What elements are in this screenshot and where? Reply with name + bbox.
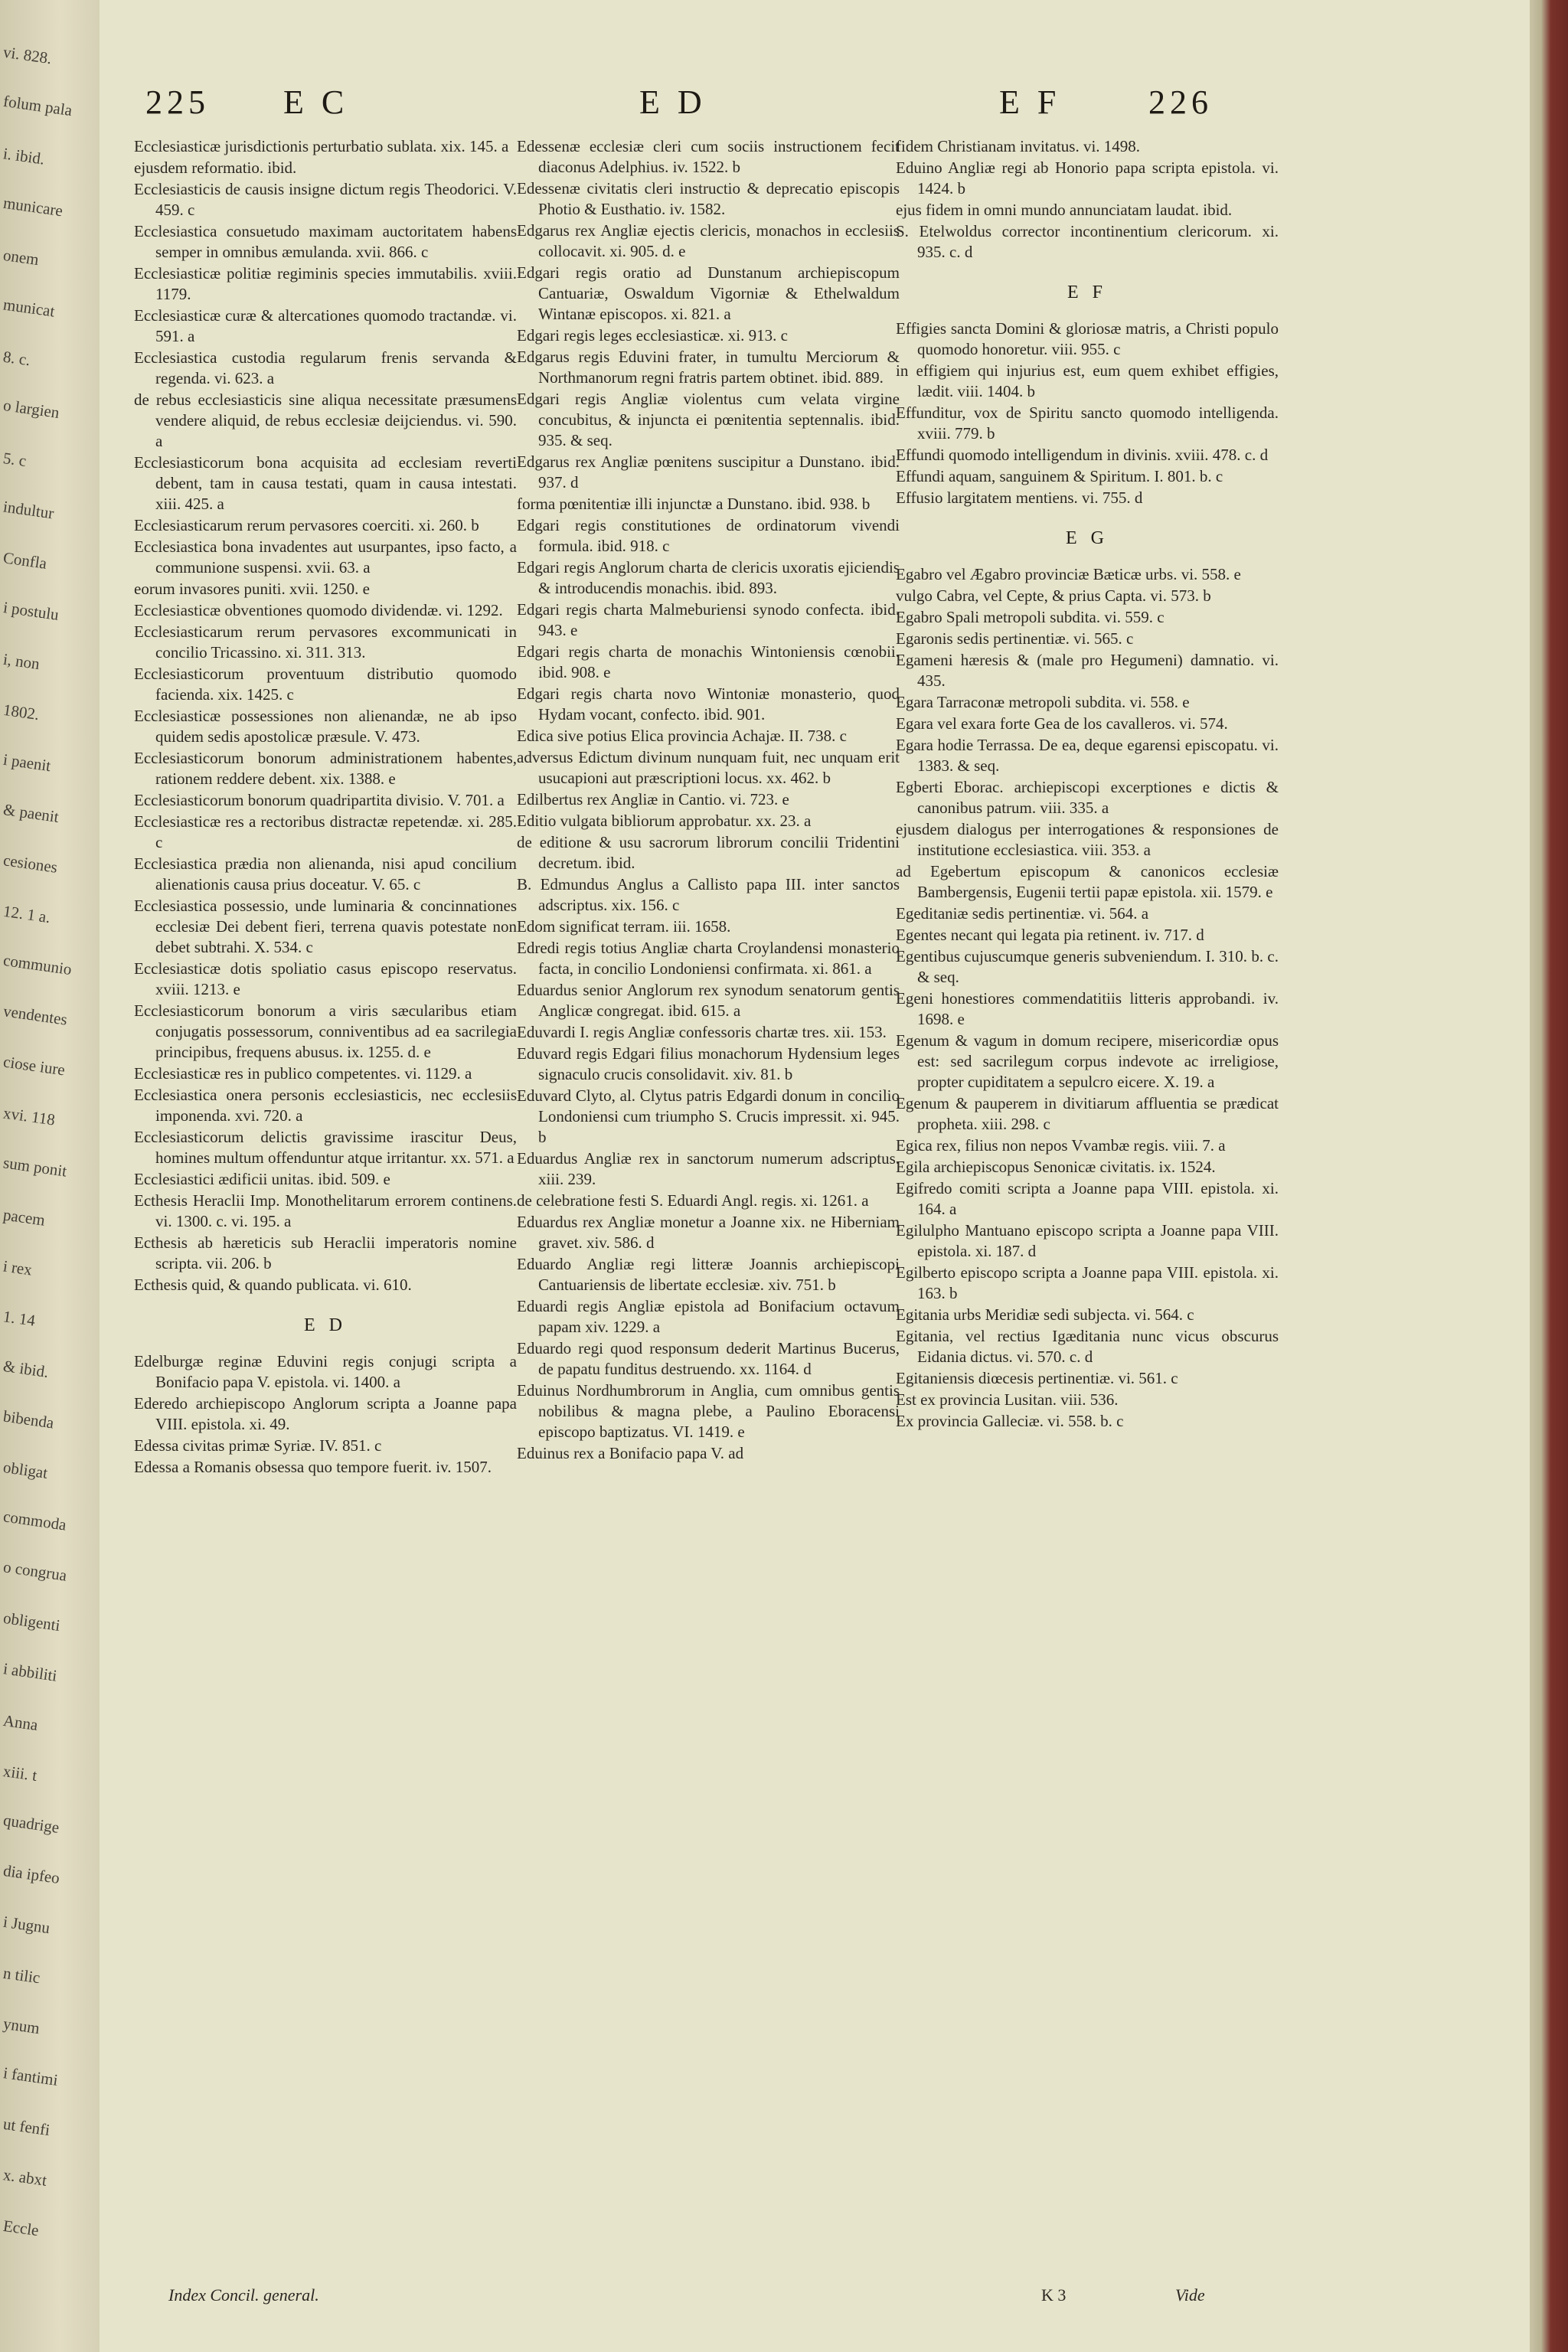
margin-fragment: ut fenfi [2, 2114, 51, 2140]
margin-fragment: o congrua [2, 1557, 68, 1585]
index-entry: Eduvard regis Edgari filius monachorum Hydensium leges signaculo crucis consolidavit. xiv. 81. b [517, 1044, 900, 1083]
book-page [100, 0, 1530, 2352]
col2-entries [517, 136, 900, 1464]
index-entry: Ecclesiasticæ possessiones non alienandæ, ne ab ipso quidem sedis apostolicæ præsule. V. 473. [134, 707, 517, 746]
index-entry: Ecclesiasticæ curæ & altercationes quomodo tractandæ. vi. 591. a [134, 306, 517, 345]
index-entry: Effundi quomodo intelligendum in divinis. xviii. 478. c. d [896, 446, 1269, 464]
index-entry: Egitania, vel rectius Igæditania nunc vicus obscurus Eidania dictus. vi. 570. c. d [896, 1327, 1279, 1366]
left-page-number: 225 [145, 83, 210, 121]
col3-entries [896, 136, 1279, 263]
right-page-number: 226 [1148, 83, 1213, 121]
index-entry: ejusdem dialogus per interrogationes & responsiones de institutione ecclesiastica. viii. 353. a [896, 820, 1279, 859]
margin-fragment: i fantimi [2, 2063, 60, 2089]
index-entry: Ecclesiastica custodia regularum frenis servanda & regenda. vi. 623. a [134, 348, 517, 387]
margin-fragment: municat [2, 295, 57, 321]
index-entry: Edgari regis charta Malmeburiensi synodo confecta. ibid. 943. e [517, 600, 900, 639]
index-entry: Edgari regis Anglorum charta de clericis uxoratis ejiciendis & introducendis monachis. ibid. 893. [517, 558, 900, 597]
index-entry: Egila archiepiscopus Senonicæ civitatis. ix. 1524. [896, 1158, 1216, 1176]
index-entry: forma pœnitentiæ illi injunctæ a Dunstano. ibid. 938. b [517, 495, 871, 513]
margin-fragment: i postulu [2, 598, 60, 624]
margin-fragment: 1. 14 [2, 1307, 37, 1330]
index-entry: Egara hodie Terrassa. De ea, deque egarensi episcopatu. vi. 1383. & seq. [896, 736, 1279, 775]
margin-fragment: communio [2, 950, 74, 979]
index-entry: Ecclesiasticorum delictis gravissime irascitur Deus, homines multum offenduntur atque irritantur. xx. 571. a [134, 1128, 517, 1167]
index-entry: Egentibus cujuscumque generis subveniendum. I. 310. b. c. & seq. [896, 947, 1279, 986]
index-entry: Egeni honestiores commendatitiis litteris approbandi. iv. 1698. e [896, 989, 1279, 1028]
index-entry: Egeditaniæ sedis pertinentiæ. vi. 564. a [896, 904, 1149, 923]
index-entry: in effigiem qui injurius est, eum quem exhibet effigies, lædit. viii. 1404. b [896, 361, 1279, 400]
index-entry: Eduvardi I. regis Angliæ confessoris chartæ tres. xii. 153. [517, 1023, 887, 1041]
margin-fragment: Confla [2, 548, 48, 573]
index-entry: Edgari regis charta de monachis Wintoniensis cœnobii. ibid. 908. e [517, 642, 900, 681]
margin-fragment: & ibid. [2, 1356, 50, 1382]
margin-fragment: 8. c. [2, 347, 32, 370]
col3-entries-eg [896, 564, 1279, 1432]
index-entry: Egitania urbs Meridiæ sedi subjecta. vi. 564. c [896, 1305, 1194, 1324]
index-entry: Edom significat terram. iii. 1658. [517, 917, 731, 936]
index-entry: vulgo Cabra, vel Cepte, & prius Capta. vi. 573. b [896, 586, 1211, 605]
index-entry: Eduardo regi quod responsum dederit Martinus Bucerus, de papatu funditus destruendo. xx. 1164. d [517, 1339, 900, 1378]
margin-fragment: dia ipfeo [2, 1860, 61, 1888]
index-entry: Ecclesiasticæ politiæ regiminis species immutabilis. xviii. 1179. [134, 264, 517, 303]
margin-fragment: ciose iure [2, 1052, 67, 1080]
index-entry: Eduardo Angliæ regi litteræ Joannis archiepiscopi Cantuariensis de libertate ecclesiæ. xiv. 751. b [517, 1255, 900, 1294]
col3-heading-letters: E F [999, 83, 1061, 121]
catchword: Vide [1175, 2285, 1205, 2305]
index-entry: Effigies sancta Domini & gloriosæ matris, a Christi populo quomodo honoretur. viii. 955. c [896, 319, 1279, 358]
index-entry: Ecclesiasticæ dotis spoliatio casus episcopo reservatus. xviii. 1213. e [134, 959, 517, 998]
index-entry: Edgari regis leges ecclesiasticæ. xi. 913. c [517, 326, 788, 345]
index-entry: de rebus ecclesiasticis sine aliqua necessitate præsumens vendere aliquid, de rebus ecclesiæ deijciendus. vi. 590. a [134, 390, 517, 450]
book-edge [1530, 0, 1568, 2352]
margin-fragment: quadrige [2, 1811, 60, 1838]
margin-fragment: Eccle [2, 2216, 41, 2240]
margin-fragment: xiii. t [2, 1762, 38, 1785]
running-header [100, 83, 1530, 136]
index-entry: Ecclesiastica bona invadentes aut usurpantes, ipso facto, a communione suspensi. xvii. 63. a [134, 537, 517, 577]
index-entry: Ecclesiastica onera personis ecclesiasticis, nec ecclesiis imponenda. xvi. 720. a [134, 1086, 517, 1125]
margin-fragment: i paenit [2, 750, 52, 776]
margin-fragment: folum pala [2, 91, 74, 120]
margin-fragment: i, non [2, 649, 41, 674]
index-entry: Egentes necant qui legata pia retinent. iv. 717. d [896, 926, 1204, 944]
index-entry: Ecclesiastica consuetudo maximam auctoritatem habens semper in omnibus æmulanda. xvii. 866. c [134, 222, 517, 261]
index-entry: Eduinus Nordhumbrorum in Anglia, cum omnibus gentis nobilibus & magna plebe, a Paulino Eboracensi episcopo baptizatus. VI. 1419. e [517, 1381, 900, 1441]
index-entry: Edessenæ civitatis cleri instructio & deprecatio episcopis Photio & Eusthatio. iv. 1582. [517, 179, 900, 218]
index-entry: Effunditur, vox de Spiritu sancto quomodo intelligenda. xviii. 779. b [896, 403, 1279, 443]
index-entry: Edelburgæ reginæ Eduvini regis conjugi scripta a Bonifacio papa V. epistola. vi. 1400. a [134, 1352, 517, 1391]
index-entry: Ecclesiasticarum rerum pervasores excommunicati in concilio Tricassino. xi. 311. 313. [134, 622, 517, 662]
index-entry: Ecthesis quid, & quando publicata. vi. 610. [134, 1276, 412, 1294]
index-entry: Ecthesis Heraclii Imp. Monothelitarum errorem continens. vi. 1300. c. vi. 195. a [134, 1191, 517, 1230]
index-entry: Edredi regis totius Angliæ charta Croylandensi monasterio facta, in concilio Londoniensi confirmata. xi. 861. a [517, 939, 900, 978]
index-entry: Edgarus regis Eduvini frater, in tumultu Merciorum & Northmanorum regni fratris partem obtinet. ibid. 889. [517, 348, 900, 387]
index-entry: Egilulpho Mantuano episcopo scripta a Joanne papa VIII. epistola. xi. 187. d [896, 1221, 1279, 1260]
index-entry: Ecclesiasticorum bona acquisita ad ecclesiam reverti debent, tam in causa testati, quam in causa intestati. xiii. 425. a [134, 453, 517, 513]
index-entry: Edgari regis constitutiones de ordinatorum vivendi formula. ibid. 918. c [517, 516, 900, 555]
margin-fragment: i rex [2, 1256, 34, 1279]
index-entry: S. Etelwoldus corrector incontinentium clericorum. xi. 935. c. d [896, 222, 1279, 261]
margin-fragment: Anna [2, 1710, 40, 1735]
index-entry: Eduardus senior Anglorum rex synodum senatorum gentis Anglicæ congregat. ibid. 615. a [517, 981, 900, 1020]
index-entry: Ecclesiasticorum bonorum administrationem habentes, rationem reddere debent. xix. 1388. e [134, 749, 517, 788]
margin-fragment: 1802. [2, 700, 41, 724]
margin-fragment: i abbiliti [2, 1659, 58, 1685]
index-entry: Edessa civitas primæ Syriæ. IV. 851. c [134, 1436, 382, 1455]
index-entry: Ecclesiastica prædia non alienanda, nisi apud concilium alienationis causa prius doceatur. V. 65. c [134, 854, 517, 893]
index-entry: Ecclesiasticæ res in publico competentes. vi. 1129. a [134, 1064, 472, 1083]
index-entry: Eduardus rex Angliæ monetur a Joanne xix. ne Hiberniam gravet. xiv. 586. d [517, 1213, 900, 1252]
index-entry: Edgari regis Angliæ violentus cum velata virgine concubitus, & injuncta ei pœnitentia septennalis. ibid. 935. & seq. [517, 390, 900, 449]
margin-fragment: sum ponit [2, 1153, 68, 1181]
index-entry: Ecthesis ab hæreticis sub Heraclii imperatoris nomine scripta. vii. 206. b [134, 1233, 517, 1272]
index-entry: Egitaniensis diœcesis pertinentiæ. vi. 561. c [896, 1369, 1178, 1387]
index-entry: Edgarus rex Angliæ pœnitens suscipitur a Dunstano. ibid. 937. d [517, 452, 900, 492]
margin-fragment: i. ibid. [2, 144, 46, 168]
index-entry: Egara vel exara forte Gea de los cavalleros. vi. 574. [896, 714, 1228, 733]
col3-entries-ef [896, 318, 1279, 508]
margin-fragment: x. abxt [2, 2165, 48, 2190]
column-3 [896, 136, 1279, 1432]
index-entry: Edilbertus rex Angliæ in Cantio. vi. 723. e [517, 790, 789, 808]
col1-entries-ed [134, 1351, 517, 1478]
margin-fragment: & paenit [2, 800, 60, 826]
margin-fragment: bibenda [2, 1406, 55, 1432]
index-entry: ejus fidem in omni mundo annunciatam laudat. ibid. [896, 201, 1233, 219]
index-entry: Ecclesiasticorum bonorum a viris sæcularibus etiam conjugatis possessorum, conniventibus ad ea sacrilegia principibus, frequens abusus. ix. 1255. d. e [134, 1001, 517, 1061]
index-entry: Eduino Angliæ regi ab Honorio papa scripta epistola. vi. 1424. b [896, 158, 1279, 198]
column-1 [134, 136, 517, 1478]
index-entry: eorum invasores puniti. xvii. 1250. e [134, 580, 370, 598]
margin-fragment: o largien [2, 395, 61, 423]
index-entry: Ecclesiasticæ res a rectoribus distractæ repetendæ. xi. 285. c [134, 812, 517, 851]
index-entry: Egameni hæresis & (male pro Hegumeni) damnatio. vi. 435. [896, 651, 1279, 690]
index-entry: Ecclesiasticarum rerum pervasores coerciti. xi. 260. b [134, 516, 479, 534]
index-entry: Edessenæ ecclesiæ cleri cum sociis instructionem fecit diaconus Adelphius. iv. 1522. b [517, 137, 900, 176]
index-entry: Ecclesiasticis de causis insigne dictum regis Theodorici. V. 459. c [134, 180, 517, 219]
index-entry: Editio vulgata bibliorum approbatur. xx. 23. a [517, 812, 812, 830]
margin-fragment: obligenti [2, 1608, 62, 1635]
margin-fragment: vi. 828. [2, 42, 54, 68]
index-entry: Eduardus Angliæ rex in sanctorum numerum adscriptus. xiii. 239. [517, 1149, 900, 1188]
margin-fragment: ynum [2, 2014, 41, 2038]
margin-fragment: xvi. 118 [2, 1103, 57, 1129]
index-entry: Egenum & vagum in domum recipere, misericordiæ opus est: sed sacrilegum corpus indevote ac irreligiose, propter cupiditatem a sepulcro eicere. X. 19. a [896, 1031, 1279, 1091]
index-entry: B. Edmundus Anglus a Callisto papa III. inter sanctos adscriptus. xix. 156. c [517, 875, 900, 914]
index-entry: adversus Edictum divinum nunquam fuit, nec unquam erit usucapioni aut præscriptioni locus. xx. 462. b [517, 748, 900, 787]
index-entry: Egaronis sedis pertinentiæ. vi. 565. c [896, 629, 1134, 648]
section-heading-ed: E D [304, 1315, 347, 1335]
margin-fragment: 5. c [2, 449, 28, 470]
index-entry: Eduinus rex a Bonifacio papa V. ad [517, 1444, 744, 1462]
section-heading-ef: E F [1067, 283, 1107, 302]
index-entry: Eduardi regis Angliæ epistola ad Bonifacium octavum papam xiv. 1229. a [517, 1297, 900, 1336]
margin-fragment: pacem [2, 1205, 47, 1230]
index-entry: Ecclesiasticorum bonorum quadripartita divisio. V. 701. a [134, 791, 505, 809]
index-entry: de editione & usu sacrorum librorum concilii Tridentini decretum. ibid. [517, 833, 900, 872]
index-entry: Edgari regis charta novo Wintoniæ monasterio, quod Hydam vocant, confecto. ibid. 901. [517, 684, 900, 724]
index-entry: Ecclesiasticorum proventuum distributio quomodo facienda. xix. 1425. c [134, 665, 517, 704]
index-entry: Egenum & pauperem in divitiarum affluentia se prædicat propheta. xiii. 298. c [896, 1094, 1279, 1133]
index-entry: Est ex provincia Lusitan. viii. 536. [896, 1390, 1119, 1409]
index-entry: Egabro vel Ægabro provinciæ Bæticæ urbs. vi. 558. e [896, 565, 1241, 583]
margin-fragment: commoda [2, 1507, 68, 1534]
column-2 [517, 136, 900, 1465]
index-entry: Egberti Eborac. archiepiscopi excerptiones e dictis & canonibus patrum. viii. 335. a [896, 778, 1279, 817]
adjacent-page-margin [0, 0, 100, 2352]
margin-fragment: indultur [2, 497, 55, 523]
index-entry: ad Egebertum episcopum & canonicos ecclesiæ Bambergensis, Eugenii tertii papæ epistola. xii. 1579. e [896, 862, 1279, 901]
index-entry: Edessa a Romanis obsessa quo tempore fuerit. iv. 1507. [134, 1458, 492, 1476]
index-entry: Edgari regis oratio ad Dunstanum archiepiscopum Cantuariæ, Oswaldum Vigorniæ & Ethelwaldum Wintanæ episcopos. xi. 821. a [517, 263, 900, 323]
col1-entries [134, 136, 517, 1295]
index-entry: Edgarus rex Angliæ ejectis clericis, monachos in ecclesiis collocavit. xi. 905. d. e [517, 221, 900, 260]
margin-fragment: onem [2, 245, 41, 270]
col2-heading-letters: E D [639, 83, 707, 121]
col1-heading-letters: E C [283, 83, 349, 121]
index-entry: Ederedo archiepiscopo Anglorum scripta a Joanne papa VIII. epistola. xi. 49. [134, 1394, 517, 1433]
index-entry: Egabro Spali metropoli subdita. vi. 559. c [896, 608, 1165, 626]
margin-fragment: vendentes [2, 1001, 69, 1029]
index-entry: de celebratione festi S. Eduardi Angl. regis. xi. 1261. a [517, 1191, 869, 1210]
footer-title: Index Concil. general. [168, 2285, 319, 2305]
index-entry: Ecclesiasticæ jurisdictionis perturbatio sublata. xix. 145. a [134, 137, 509, 155]
margin-fragment: 12. 1 a. [2, 901, 52, 927]
index-entry: Effusio largitatem mentiens. vi. 755. d [896, 488, 1143, 507]
margin-fragment: cesiones [2, 851, 59, 877]
index-entry: Ecclesiastica possessio, unde luminaria & concinnationes ecclesiæ Dei debent fieri, terrena quavis potestate non debet subtrahi. X. 534. c [134, 897, 517, 956]
index-entry: ejusdem reformatio. ibid. [134, 158, 297, 177]
index-entry: Effundi aquam, sanguinem & Spiritum. I. 801. b. c [896, 467, 1223, 485]
signature-mark: K 3 [1041, 2285, 1067, 2305]
margin-fragment: i Jugnu [2, 1912, 51, 1938]
index-entry: Egifredo comiti scripta a Joanne papa VIII. epistola. xi. 164. a [896, 1179, 1279, 1218]
index-entry: Egara Tarraconæ metropoli subdita. vi. 558. e [896, 693, 1190, 711]
margin-fragment: municare [2, 193, 64, 220]
index-entry: Edica sive potius Elica provincia Achajæ. II. 738. c [517, 727, 847, 745]
index-entry: Eduvard Clyto, al. Clytus patris Edgardi donum in concilio Londoniensi cum triumpho S. Crucis impressit. xi. 945. b [517, 1086, 900, 1146]
index-entry: Ecclesiastici ædificii unitas. ibid. 509. e [134, 1170, 390, 1188]
index-entry: fidem Christianam invitatus. vi. 1498. [896, 137, 1141, 155]
section-heading-eg: E G [1066, 528, 1109, 548]
index-entry: Ecclesiasticæ obventiones quomodo dividendæ. vi. 1292. [134, 601, 503, 619]
index-entry: Egilberto episcopo scripta a Joanne papa VIII. epistola. xi. 163. b [896, 1263, 1279, 1302]
index-entry: Egica rex, filius non nepos Vvambæ regis. viii. 7. a [896, 1136, 1226, 1155]
margin-fragment: obligat [2, 1458, 49, 1482]
index-entry: Ex provincia Galleciæ. vi. 558. b. c [896, 1412, 1124, 1430]
margin-fragment: n tilic [2, 1963, 41, 1988]
